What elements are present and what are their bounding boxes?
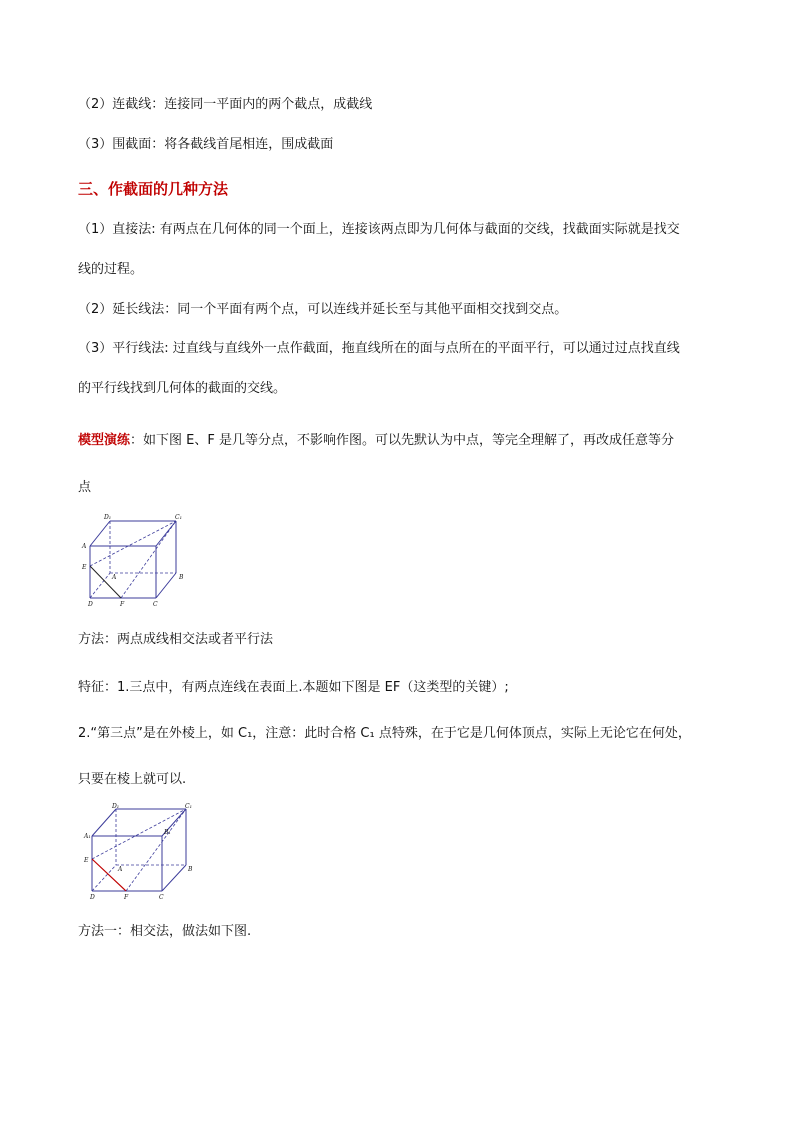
label-D: D [90, 894, 95, 901]
method-text: 方法：两点成线相交法或者平行法 [78, 632, 274, 647]
feature-1-text: 特征：1.三点中，有两点连线在表面上.本题如下图是 EF（这类型的关键）; [78, 680, 509, 695]
step-2-text: （2）连截线：连接同一平面内的两个截点，成截线 [78, 97, 373, 112]
model-exercise-text-cont: 点 [78, 480, 92, 495]
label-E: E [84, 857, 89, 864]
model-exercise-paragraph [78, 433, 674, 449]
label-D: D [88, 601, 93, 608]
label-A1: A₁ [84, 833, 91, 840]
method-3-text-cont: 的平行线找到几何体的截面的交线。 [78, 381, 287, 396]
cube-figure-2 [82, 803, 197, 903]
label-C: C [159, 894, 164, 901]
label-D1: D₁ [104, 514, 112, 521]
label-F: F [124, 894, 129, 901]
label-F: F [120, 601, 125, 608]
feature-2-text: 2.“第三点”是在外棱上，如 C₁，注意：此时合格 C₁ 点特殊，在于它是几何体顶点，实际上无论它在何处， [78, 726, 691, 741]
label-B: B [188, 866, 193, 873]
label-C1: C₁ [175, 514, 182, 521]
label-B: B [179, 574, 184, 581]
step-3-text: （3）围截面：将各截线首尾相连，围成截面 [78, 137, 334, 152]
cube-figure-1 [80, 513, 190, 608]
label-A: A [118, 866, 123, 873]
model-exercise-label: 模型演练 [78, 433, 131, 448]
method-3-text: （3）平行线法: 过直线与直线外一点作截面，拖直线所在的面与点所在的平面平行，可以通过过点找直线 [78, 341, 680, 356]
label-C1: C₁ [185, 803, 192, 810]
section-heading: 三、作截面的几种方法 [78, 180, 229, 198]
method-1-text-cont: 线的过程。 [78, 262, 144, 277]
label-B1: B₁ [164, 829, 171, 836]
model-exercise-text: ：如下图 E、F 是几等分点，不影响作图。可以先默认为中点，等完全理解了，再改成任意等分 [130, 433, 674, 448]
method-1-text: （1）直接法: 有两点在几何体的同一个面上，连接该两点即为几何体与截面的交线，找截面实际就是找交 [78, 222, 680, 237]
method-2-text: （2）延长线法：同一个平面有两个点，可以连线并延长至与其他平面相交找到交点。 [78, 302, 568, 317]
label-E: E [82, 564, 87, 571]
label-C: C [153, 601, 158, 608]
method-one-text: 方法一：相交法，做法如下图. [78, 924, 252, 939]
label-A1: A [82, 543, 87, 550]
label-A: A [112, 574, 117, 581]
feature-3-text: 只要在棱上就可以. [78, 772, 187, 787]
label-D1: D₁ [112, 803, 120, 810]
